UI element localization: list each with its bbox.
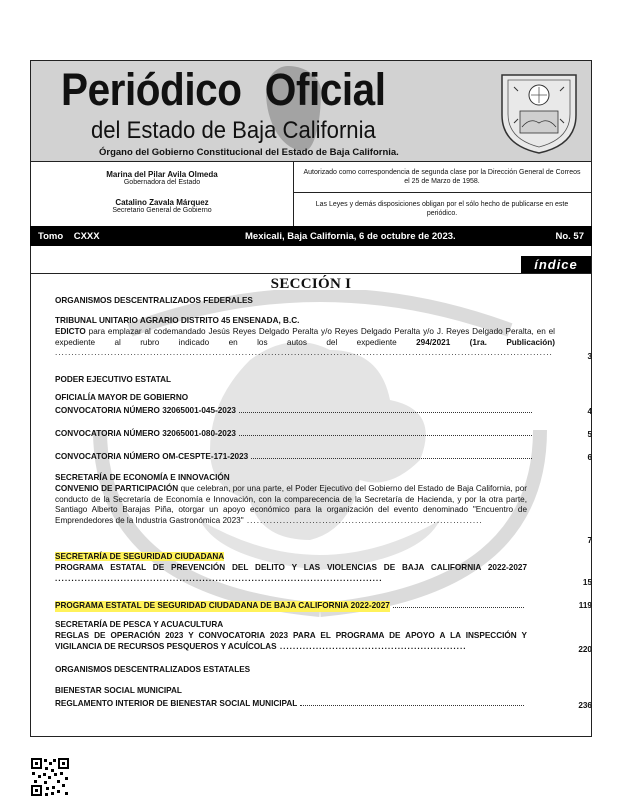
toc-item-title: REGLAMENTO INTERIOR DE BIENESTAR SOCIAL MUNICIPAL [55, 699, 298, 708]
notices-box [293, 162, 591, 226]
dot-leader [251, 450, 532, 459]
official-secretary [31, 198, 293, 214]
toc-heading: ORGANISMOS DESCENTRALIZADOS ESTATALES [55, 665, 251, 674]
notice-laws: Las Leyes y demás disposiciones obligan por el sólo hecho de publicarse en este periódico. [315, 200, 569, 217]
indice-rule [30, 273, 592, 274]
toc-heading: SECRETARÍA DE PESCA Y ACUACULTURA [55, 620, 224, 629]
highlighted-heading: SECRETARÍA DE SEGURIDAD CIUDADANA [55, 552, 225, 561]
toc-item-title: REGLAS DE OPERACIÓN 2023 Y CONVOCATORIA 2023 PARA EL PROGRAMA DE APOYO A LA INSPECCIÓN Y VIGILANCIA DE RECURSOS PESQUEROS Y ACUÍCOLAS [55, 631, 527, 651]
section-title: SECCIÓN I [270, 276, 352, 292]
toc-item-convocatoria-045[interactable] [55, 404, 535, 417]
page-number: 220 [578, 645, 592, 654]
toc-item-seguridad-ciudadana[interactable] [55, 599, 527, 612]
masthead [30, 60, 592, 162]
toc-item-text: que celebran, por una parte, el Poder Ejecutivo del Gobierno del Estado de Baja California, por conducto de la Secretaría de Economía e Innovación, con la comparecencia de la Secretaría de Hacienda, y por la otra parte, Santiago Alberto Barajas Piña, otorgar un apoyo económico para la organización del evento denominado "Encuentro de Emprendedores de la Industria Gastronómica 2023" [55, 484, 527, 525]
toc-item-convocatoria-171[interactable] [55, 450, 535, 463]
issue-date: Mexicali, Baja California, 6 de octubre de 2023. [245, 230, 456, 242]
official-role: Secretario General de Gobierno [112, 207, 212, 214]
page-number: 5 [587, 430, 592, 439]
official-name: Marina del Pilar Avila Olmeda [106, 170, 218, 179]
toc-heading: SECRETARÍA DE ECONOMÍA E INNOVACIÓN [55, 473, 230, 482]
dot-leader [239, 404, 532, 413]
toc-item-prevencion-delito[interactable]: PROGRAMA ESTATAL DE PREVENCIÓN DEL DELITO Y LAS VIOLENCIAS DE BAJA CALIFORNIA 2022-2027 .................................................................................................... [55, 563, 527, 583]
page-number: 236 [578, 701, 592, 710]
newspaper-subtitle: del Estado de Baja California [91, 117, 376, 144]
official-role: Gobernadora del Estado [123, 179, 201, 186]
issue-bar [30, 226, 592, 246]
toc-item-convocatoria-080[interactable] [55, 427, 535, 440]
dot-leader [393, 599, 524, 608]
issue-number: No. 57 [555, 230, 584, 242]
official-name: Catalino Zavala Márquez [115, 198, 209, 207]
toc-item-title: PROGRAMA ESTATAL DE PREVENCIÓN DEL DELITO Y LAS VIOLENCIAS DE BAJA CALIFORNIA 2022-2027 [55, 563, 527, 572]
indice-tab: índice [521, 256, 591, 273]
toc-item-title: CONVOCATORIA NÚMERO 32065001-045-2023 [55, 406, 236, 415]
title-word-1: Periódico [61, 64, 242, 115]
toc-item-convenio[interactable]: CONVENIO DE PARTICIPACIÓN que celebran, por una parte, el Poder Ejecutivo del Gobierno del Estado de Baja California, por conducto de la Secretaría de Economía e Innovación, con la comparecencia de la Secretaría de Hacienda, y por la otra parte, Santiago Alberto Barajas Piña, otorgar un apoyo económico para la organización del evento denominado "Encuentro de Emprendedores de la Industria Gastronómica 2023" ........................................................................ [55, 484, 527, 525]
page-number: 15 [582, 578, 592, 587]
toc-item-title: CONVOCATORIA NÚMERO OM-CESPTE-171-2023 [55, 452, 249, 461]
page-number: 6 [587, 453, 592, 462]
state-seal-icon [496, 67, 582, 155]
official-governor [31, 170, 293, 186]
page-number: 3 [587, 352, 592, 361]
dot-leader [239, 427, 532, 436]
page-number: 7 [587, 536, 592, 545]
info-panel [30, 162, 592, 226]
qr-code-icon [30, 757, 70, 797]
toc-item-title: PROGRAMA ESTATAL DE SEGURIDAD CIUDADANA DE BAJA CALIFORNIA 2022-2027 [55, 601, 390, 610]
toc-item-edicto[interactable]: EDICTO para emplazar al codemandado Jesús Reyes Delgado Peralta y/o Reyes Delgado Peralta y/o J. Reyes Delgado Peralta, en el expediente al rubro indicado en los autos del expediente 294/2021 (1ra. Publicación) ........................................................................................................................................................ [55, 327, 555, 358]
toc-item-pesca[interactable]: REGLAS DE OPERACIÓN 2023 Y CONVOCATORIA 2023 PARA EL PROGRAMA DE APOYO A LA INSPECCIÓN Y VIGILANCIA DE RECURSOS PESQUEROS Y ACUÍCOLAS ......................................................... [55, 631, 527, 651]
toc-heading: OFICIALÍA MAYOR DE GOBIERNO [55, 393, 189, 402]
toc-heading: ORGANISMOS DESCENTRALIZADOS FEDERALES [55, 296, 253, 305]
toc-heading: PODER EJECUTIVO ESTATAL [55, 375, 171, 384]
toc-item-bold: 294/2021 (1ra. Publicación) [416, 337, 555, 347]
toc-heading-highlighted [55, 552, 567, 563]
page-number: 4 [587, 407, 592, 416]
officials-box [31, 162, 294, 226]
issue-tomo: Tomo CXXX [38, 230, 100, 242]
page-number: 119 [578, 601, 592, 610]
toc-item-text: para emplazar al codemandado Jesús Reyes Delgado Peralta y/o Reyes Delgado Peralta y/o J. Reyes Delgado Peralta, en el expediente al rubro indicado en los autos del expediente [55, 327, 555, 347]
newspaper-title [61, 64, 386, 116]
title-word-2: Oficial [264, 64, 386, 115]
toc-item-bold: EDICTO [55, 327, 86, 336]
dot-leader [300, 697, 524, 706]
toc-item-reglamento[interactable] [55, 697, 527, 710]
notice-correspondence: Autorizado como correspondencia de segunda clase por la Dirección General de Correos el 25 de Marzo de 1958. [293, 162, 591, 193]
toc-item-bold: CONVENIO DE PARTICIPACIÓN [55, 484, 179, 493]
organ-line: Órgano del Gobierno Constitucional del Estado de Baja California. [99, 147, 399, 158]
toc-item-title: CONVOCATORIA NÚMERO 32065001-080-2023 [55, 429, 236, 438]
toc-heading: TRIBUNAL UNITARIO AGRARIO DISTRITO 45 ENSENADA, B.C. [55, 316, 300, 325]
toc-heading: BIENESTAR SOCIAL MUNICIPAL [55, 686, 182, 695]
